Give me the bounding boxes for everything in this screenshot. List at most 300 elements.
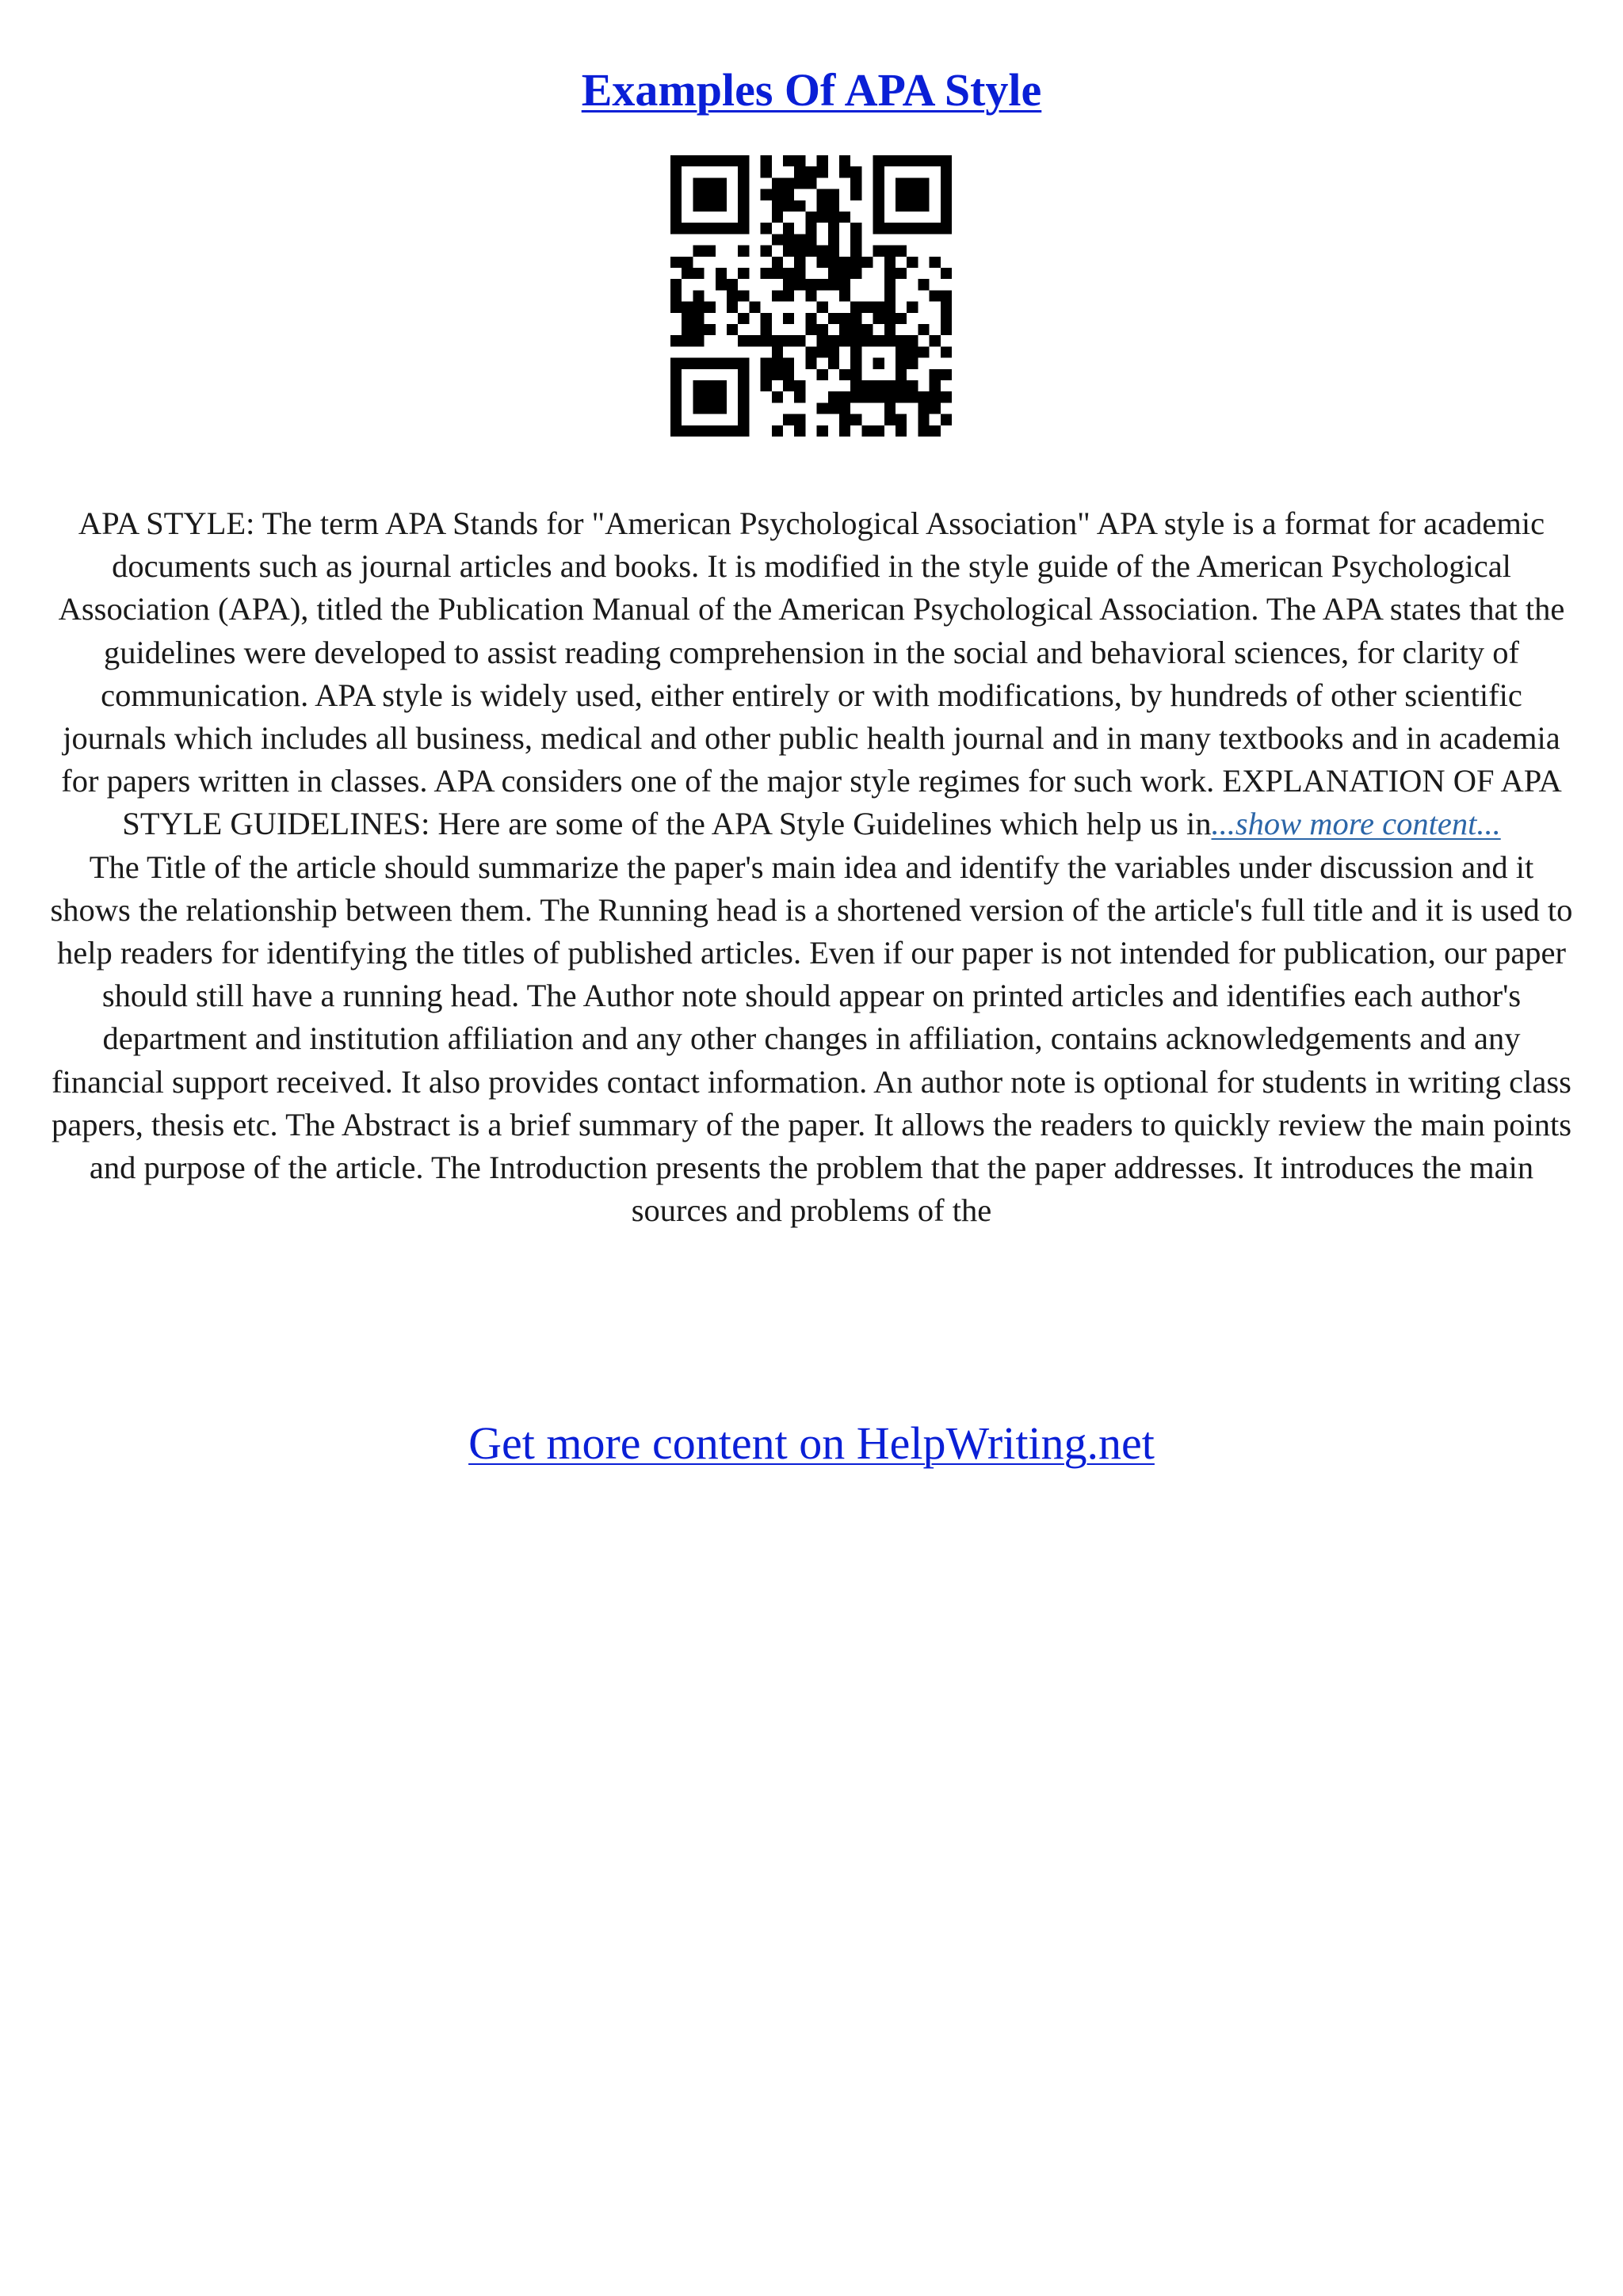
qr-module xyxy=(930,155,941,166)
qr-module xyxy=(738,246,749,257)
qr-module xyxy=(805,177,816,189)
qr-module xyxy=(850,358,861,369)
qr-module xyxy=(930,335,941,346)
qr-module xyxy=(873,302,884,313)
qr-module xyxy=(918,346,929,357)
qr-module xyxy=(861,257,873,268)
qr-module xyxy=(716,358,727,369)
qr-module xyxy=(896,335,907,346)
qr-module xyxy=(941,200,952,212)
qr-module xyxy=(918,177,929,189)
qr-module xyxy=(884,414,896,425)
qr-module xyxy=(727,290,738,301)
qr-module xyxy=(772,358,783,369)
qr-module xyxy=(828,257,839,268)
qr-module xyxy=(884,391,896,402)
qr-module xyxy=(670,223,682,234)
qr-module xyxy=(727,302,738,313)
qr-module xyxy=(738,391,749,402)
qr-module xyxy=(861,380,873,391)
qr-module xyxy=(873,223,884,234)
qr-module xyxy=(682,268,693,279)
qr-module xyxy=(705,324,716,335)
qr-module xyxy=(761,246,772,257)
qr-module xyxy=(884,246,896,257)
qr-module xyxy=(761,380,772,391)
qr-module xyxy=(805,346,816,357)
qr-module xyxy=(772,268,783,279)
qr-module xyxy=(794,155,805,166)
qr-module xyxy=(783,414,794,425)
qr-module xyxy=(693,155,704,166)
qr-module xyxy=(873,155,884,166)
qr-module xyxy=(839,391,850,402)
qr-module xyxy=(839,335,850,346)
qr-module xyxy=(783,268,794,279)
qr-module xyxy=(805,279,816,290)
helpwriting-link[interactable]: Get more content on HelpWriting.net xyxy=(468,1417,1155,1469)
qr-module xyxy=(941,189,952,200)
qr-module xyxy=(861,302,873,313)
qr-module xyxy=(772,257,783,268)
qr-module xyxy=(941,177,952,189)
qr-module xyxy=(884,335,896,346)
qr-module xyxy=(761,324,772,335)
qr-module xyxy=(794,268,805,279)
qr-module xyxy=(670,257,682,268)
qr-module xyxy=(850,335,861,346)
qr-module xyxy=(783,290,794,301)
qr-module xyxy=(896,369,907,380)
qr-module xyxy=(930,380,941,391)
qr-module xyxy=(783,155,794,166)
qr-module xyxy=(817,279,828,290)
qr-module xyxy=(693,425,704,437)
qr-module xyxy=(693,189,704,200)
qr-module xyxy=(794,246,805,257)
qr-module xyxy=(727,324,738,335)
qr-module xyxy=(794,335,805,346)
qr-module xyxy=(761,313,772,324)
qr-module xyxy=(805,313,816,324)
qr-module xyxy=(794,279,805,290)
qr-module xyxy=(670,402,682,414)
article-body xyxy=(49,502,1574,1232)
qr-module xyxy=(716,189,727,200)
qr-module xyxy=(670,200,682,212)
qr-module xyxy=(705,177,716,189)
qr-module xyxy=(693,200,704,212)
qr-module xyxy=(918,200,929,212)
qr-module xyxy=(884,380,896,391)
qr-module xyxy=(772,425,783,437)
qr-module xyxy=(772,369,783,380)
qr-module xyxy=(941,346,952,357)
qr-module xyxy=(817,346,828,357)
qr-module xyxy=(727,425,738,437)
qr-module xyxy=(850,246,861,257)
qr-module xyxy=(670,212,682,223)
qr-module xyxy=(828,212,839,223)
qr-module xyxy=(705,391,716,402)
qr-module xyxy=(828,358,839,369)
qr-module xyxy=(850,234,861,245)
qr-module xyxy=(705,402,716,414)
qr-module xyxy=(716,380,727,391)
qr-module xyxy=(850,391,861,402)
qr-module xyxy=(738,166,749,177)
qr-module xyxy=(738,402,749,414)
qr-module xyxy=(918,279,929,290)
qr-module xyxy=(918,223,929,234)
qr-module xyxy=(884,268,896,279)
qr-module xyxy=(817,425,828,437)
qr-module xyxy=(907,346,918,357)
qr-module xyxy=(670,177,682,189)
qr-module xyxy=(884,402,896,414)
paragraph-2: The Title of the article should summarize the paper's main idea and identify the variables under discussion and it shows the relationship between them. The Running head is a shortened version of the article's full title and it is used to help readers for identifying the titles of published articles. Even if our paper is not intended for publication, our paper should still have a running head. The Author note should appear on printed articles and identifies each author's department and institution affiliation and any other changes in affiliation, contains acknowledgements and any financial support received. It also provides contact information. An author note is optional for students in writing class papers, thesis etc. The Abstract is a brief summary of the paper. It allows the readers to quickly review the main points and purpose of the article. The Introduction presents the problem that the paper addresses. It introduces the main sources and problems of the xyxy=(50,849,1573,1229)
qr-module xyxy=(828,223,839,234)
qr-module xyxy=(693,358,704,369)
qr-module xyxy=(930,425,941,437)
qr-module xyxy=(930,369,941,380)
qr-module xyxy=(907,358,918,369)
qr-module xyxy=(839,313,850,324)
qr-module xyxy=(828,246,839,257)
qr-module xyxy=(738,358,749,369)
qr-module xyxy=(682,335,693,346)
qr-module xyxy=(918,402,929,414)
qr-module xyxy=(682,425,693,437)
qr-module xyxy=(705,358,716,369)
qr-module xyxy=(783,234,794,245)
qr-module xyxy=(850,166,861,177)
qr-module xyxy=(716,155,727,166)
qr-module xyxy=(738,313,749,324)
qr-module xyxy=(907,257,918,268)
qr-module xyxy=(716,200,727,212)
qr-module xyxy=(705,246,716,257)
qr-module xyxy=(682,155,693,166)
qr-module xyxy=(907,223,918,234)
qr-module xyxy=(783,200,794,212)
qr-module xyxy=(682,257,693,268)
qr-module xyxy=(850,177,861,189)
qr-module xyxy=(896,223,907,234)
qr-module xyxy=(828,391,839,402)
qr-module xyxy=(705,302,716,313)
qr-module xyxy=(817,324,828,335)
qr-module xyxy=(716,402,727,414)
qr-module xyxy=(941,212,952,223)
qr-module xyxy=(783,246,794,257)
qr-module xyxy=(896,177,907,189)
qr-module xyxy=(839,257,850,268)
qr-module xyxy=(896,425,907,437)
qr-module xyxy=(693,223,704,234)
qr-module xyxy=(884,324,896,335)
qr-module xyxy=(930,290,941,301)
qr-module xyxy=(817,189,828,200)
qr-module xyxy=(682,223,693,234)
qr-module xyxy=(884,279,896,290)
qr-module xyxy=(783,358,794,369)
qr-module xyxy=(670,302,682,313)
qr-module xyxy=(772,391,783,402)
qr-module xyxy=(738,335,749,346)
qr-module xyxy=(783,313,794,324)
qr-module xyxy=(861,324,873,335)
qr-module xyxy=(727,279,738,290)
qr-module xyxy=(817,155,828,166)
qr-module xyxy=(884,313,896,324)
qr-module xyxy=(850,313,861,324)
qr-module xyxy=(839,324,850,335)
qr-module xyxy=(873,380,884,391)
qr-module xyxy=(896,414,907,425)
qr-module xyxy=(850,302,861,313)
qr-module xyxy=(738,425,749,437)
qr-module xyxy=(839,414,850,425)
qr-module xyxy=(794,391,805,402)
qr-module xyxy=(794,380,805,391)
qr-module xyxy=(761,155,772,166)
qr-module xyxy=(907,302,918,313)
qr-module xyxy=(817,369,828,380)
qr-module xyxy=(783,380,794,391)
qr-module xyxy=(850,189,861,200)
paragraph-1 xyxy=(49,502,1574,846)
qr-module xyxy=(918,391,929,402)
qr-module xyxy=(896,246,907,257)
page-title xyxy=(0,59,1623,122)
qr-module xyxy=(884,223,896,234)
qr-module xyxy=(794,166,805,177)
qr-module xyxy=(794,425,805,437)
qr-module xyxy=(738,290,749,301)
qr-module xyxy=(873,358,884,369)
qr-module xyxy=(861,391,873,402)
qr-module xyxy=(896,313,907,324)
qr-module xyxy=(670,425,682,437)
qr-module xyxy=(907,155,918,166)
qr-module xyxy=(850,223,861,234)
title-link[interactable]: Examples Of APA Style xyxy=(581,64,1042,116)
qr-module xyxy=(682,358,693,369)
qr-module xyxy=(805,290,816,301)
qr-module xyxy=(693,268,704,279)
qr-module xyxy=(817,402,828,414)
qr-module xyxy=(805,234,816,245)
qr-module xyxy=(839,166,850,177)
qr-module xyxy=(772,234,783,245)
qr-module xyxy=(693,246,704,257)
qr-module xyxy=(772,189,783,200)
qr-module xyxy=(873,391,884,402)
qr-module xyxy=(693,380,704,391)
qr-module xyxy=(738,200,749,212)
qr-module xyxy=(705,200,716,212)
qr-module xyxy=(828,189,839,200)
qr-module xyxy=(839,212,850,223)
qr-module xyxy=(727,223,738,234)
qr-module xyxy=(828,200,839,212)
qr-module xyxy=(873,313,884,324)
qr-module xyxy=(884,257,896,268)
qr-module xyxy=(918,189,929,200)
qr-module xyxy=(716,279,727,290)
qr-module xyxy=(783,189,794,200)
qr-module xyxy=(727,155,738,166)
qr-module xyxy=(817,257,828,268)
qr-module xyxy=(930,402,941,414)
qr-module xyxy=(873,166,884,177)
qr-module xyxy=(693,335,704,346)
qr-module xyxy=(873,200,884,212)
qr-module xyxy=(772,200,783,212)
qr-module xyxy=(693,177,704,189)
qr-module xyxy=(941,414,952,425)
qr-module xyxy=(941,369,952,380)
qr-module xyxy=(884,302,896,313)
qr-module xyxy=(918,414,929,425)
qr-module xyxy=(930,223,941,234)
qr-module xyxy=(873,212,884,223)
qr-module xyxy=(738,155,749,166)
qr-module xyxy=(941,302,952,313)
qr-module xyxy=(693,313,704,324)
qr-module xyxy=(828,335,839,346)
qr-module xyxy=(861,335,873,346)
qr-module xyxy=(873,189,884,200)
qr-module xyxy=(873,246,884,257)
qr-module xyxy=(907,177,918,189)
qr-module xyxy=(738,380,749,391)
qr-module xyxy=(705,425,716,437)
qr-module xyxy=(738,369,749,380)
qr-module xyxy=(682,302,693,313)
qr-code-icon xyxy=(670,155,952,437)
qr-module xyxy=(705,380,716,391)
qr-module xyxy=(941,324,952,335)
qr-module xyxy=(705,155,716,166)
qr-module xyxy=(918,324,929,335)
qr-module xyxy=(761,335,772,346)
qr-module xyxy=(670,166,682,177)
qr-module xyxy=(670,189,682,200)
qr-module xyxy=(783,279,794,290)
qr-module xyxy=(941,223,952,234)
qr-module xyxy=(670,369,682,380)
qr-module xyxy=(794,177,805,189)
qr-module xyxy=(794,234,805,245)
qr-module xyxy=(783,335,794,346)
qr-module xyxy=(941,290,952,301)
qr-module xyxy=(794,257,805,268)
qr-module xyxy=(828,279,839,290)
qr-module xyxy=(873,335,884,346)
qr-module xyxy=(693,290,704,301)
qr-module xyxy=(918,155,929,166)
qr-module xyxy=(670,279,682,290)
qr-module xyxy=(805,246,816,257)
qr-module xyxy=(716,268,727,279)
qr-module xyxy=(817,246,828,257)
qr-module xyxy=(817,335,828,346)
qr-module xyxy=(749,302,760,313)
qr-module xyxy=(941,166,952,177)
qr-module xyxy=(907,189,918,200)
qr-module xyxy=(682,324,693,335)
qr-module xyxy=(839,155,850,166)
qr-module xyxy=(817,302,828,313)
qr-module xyxy=(896,346,907,357)
qr-module xyxy=(738,189,749,200)
qr-module xyxy=(861,425,873,437)
qr-module xyxy=(941,391,952,402)
qr-module xyxy=(896,380,907,391)
qr-module xyxy=(850,380,861,391)
qr-module xyxy=(794,414,805,425)
qr-module xyxy=(772,290,783,301)
qr-module xyxy=(817,166,828,177)
qr-module xyxy=(817,200,828,212)
qr-module xyxy=(761,166,772,177)
qr-module xyxy=(693,302,704,313)
qr-module xyxy=(749,335,760,346)
qr-module xyxy=(884,290,896,301)
qr-module xyxy=(705,189,716,200)
qr-module xyxy=(839,402,850,414)
qr-module xyxy=(850,268,861,279)
qr-module xyxy=(761,268,772,279)
qr-module xyxy=(850,346,861,357)
qr-module xyxy=(670,414,682,425)
qr-module xyxy=(783,177,794,189)
qr-module xyxy=(817,212,828,223)
qr-module xyxy=(896,155,907,166)
qr-module xyxy=(805,166,816,177)
qr-module xyxy=(839,290,850,301)
qr-module xyxy=(828,402,839,414)
qr-module xyxy=(772,212,783,223)
show-more-link[interactable]: ...show more content... xyxy=(1211,806,1501,842)
qr-module xyxy=(772,346,783,357)
qr-module xyxy=(794,200,805,212)
qr-module xyxy=(693,391,704,402)
qr-module xyxy=(850,414,861,425)
qr-module xyxy=(738,268,749,279)
qr-module xyxy=(761,223,772,234)
paragraph-1-text: APA STYLE: The term APA Stands for "American Psychological Association" APA style is a format for academic documents such as journal articles and books. It is modified in the style guide of the American Psychological Association (APA), titled the Publication Manual of the American Psychological Association. The APA states that the guidelines were developed to assist reading comprehension in the social and behavioral sciences, for clarity of communication. APA style is widely used, either entirely or with modifications, by hundreds of other scientific journals which includes all business, medical and other public health journal and in many textbooks and in academia for papers written in classes. APA considers one of the major style regimes for such work. EXPLANATION OF APA STYLE GUIDELINES: Here are some of the APA Style Guidelines which help us in xyxy=(58,505,1565,842)
qr-module xyxy=(761,358,772,369)
qr-module xyxy=(670,290,682,301)
qr-module xyxy=(670,155,682,166)
qr-module xyxy=(828,234,839,245)
qr-module xyxy=(907,335,918,346)
qr-module xyxy=(783,369,794,380)
qr-module xyxy=(783,223,794,234)
qr-module xyxy=(896,189,907,200)
qr-module xyxy=(839,425,850,437)
qr-module xyxy=(738,414,749,425)
qr-module xyxy=(670,335,682,346)
qr-module xyxy=(907,380,918,391)
qr-module xyxy=(941,268,952,279)
qr-module xyxy=(896,200,907,212)
qr-module xyxy=(738,212,749,223)
qr-module xyxy=(839,268,850,279)
